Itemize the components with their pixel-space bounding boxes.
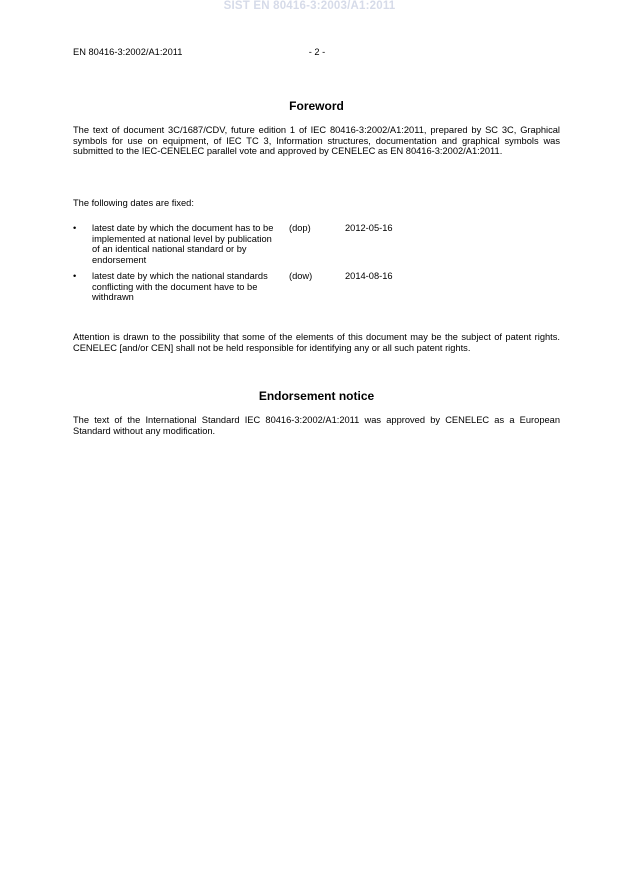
page-number: - 2 - [308,47,326,57]
date-abbreviation: (dow) [289,271,313,281]
header-doc-id: EN 80416-3:2002/A1:2011 [73,47,183,57]
patent-attention-paragraph: Attention is drawn to the possibility that some of the elements of this document may be the subject of patent rights. CENELEC [and/or CEN] shall not be held responsible for identifying any or all such patent rights. [73,332,560,353]
date-abbreviation: (dop) [289,223,311,233]
date-value: 2012-05-16 [345,223,393,233]
watermark: SIST EN 80416-3:2003/A1:2011 [223,0,396,12]
dates-intro: The following dates are fixed: [73,198,194,208]
date-description: latest date by which the national standards conflicting with the document have to be withdrawn [92,271,268,303]
date-description: latest date by which the document has to be implemented at national level by publication of an identical national standard or by endorsement [92,223,274,265]
date-value: 2014-08-16 [345,271,393,281]
foreword-heading: Foreword [289,99,344,113]
foreword-intro-paragraph: The text of document 3C/1687/CDV, future edition 1 of IEC 80416-3:2002/A1:2011, prepared by SC 3C, Graphical symbols for use on equipment, of IEC TC 3, Information structures, documentation and graphical symbols was submitted to the IEC-CENELEC parallel vote and approved by CENELEC as EN 80416-3:2002/A1:2011. [73,125,560,157]
bullet-icon: • [73,223,77,233]
endorsement-heading: Endorsement notice [258,389,375,403]
bullet-icon: • [73,271,77,281]
endorsement-paragraph: The text of the International Standard IEC 80416-3:2002/A1:2011 was approved by CENELEC as a European Standard without any modification. [73,415,560,436]
